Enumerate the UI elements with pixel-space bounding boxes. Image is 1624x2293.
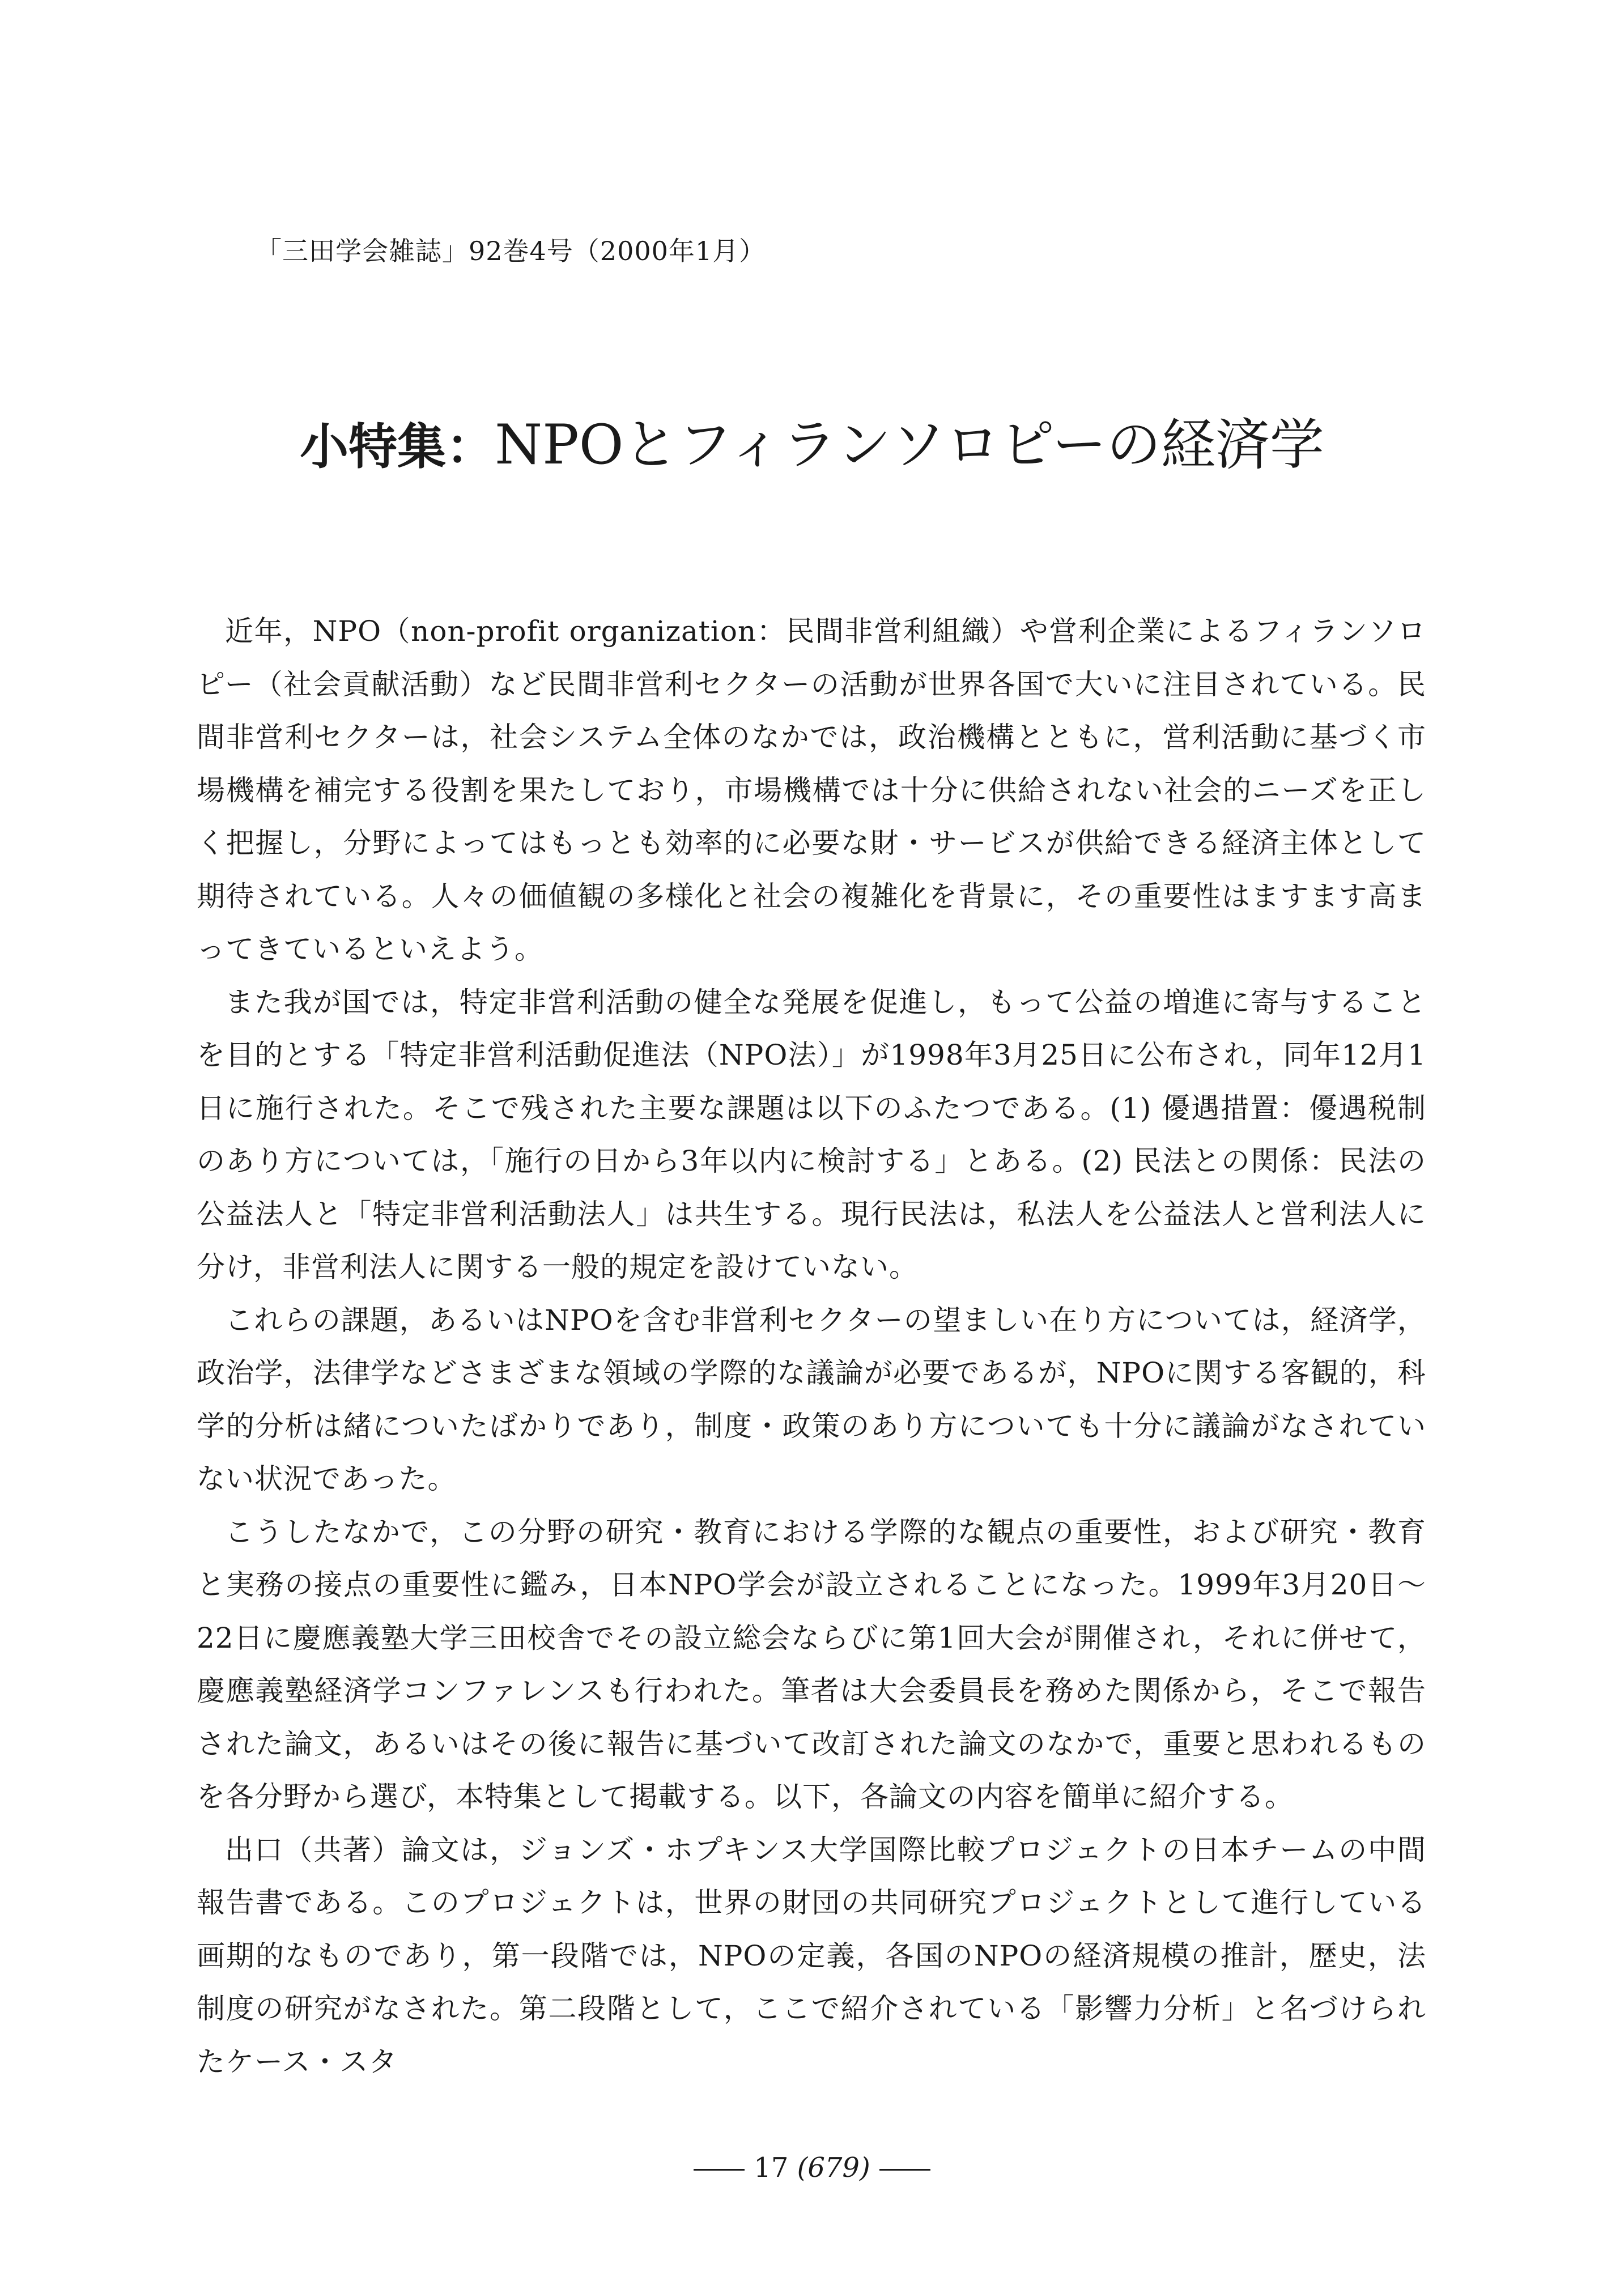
page-number: 17 [754, 2152, 789, 2184]
feature-title-main: NPOとフィランソロピーの経済学 [495, 413, 1324, 477]
footer-dash-right [879, 2169, 930, 2171]
paragraph-1: 近年，NPO（non-profit organization：民間非営利組織）や営利企業によるフィランソロピー（社会貢献活動）など民間非営利セクターの活動が世界各国で大いに注目されている。民間非営利セクターは，社会システム全体のなかでは，政治機構とともに，営利活動に基づく市場機構を補完する役割を果たしており，市場機構では十分に供給されない社会的ニーズを正しく把握し，分野によってはもっとも効率的に必要な財・サービスが供給できる経済主体として期待されている。人々の価値観の多様化と社会の複雑化を背景に，その重要性はますます高まってきているといえよう。 [197, 615, 1426, 965]
page-footer [0, 2151, 1624, 2185]
paragraph-2: また我が国では，特定非営利活動の健全な発展を促進し，もって公益の増進に寄与することを目的とする「特定非営利活動促進法（NPO法）」が1998年3月25日に公布され，同年12月1日に施行された。そこで残された主要な課題は以下のふたつである。(1) 優遇措置：優遇税制のあり方については，「施行の日から3年以内に検討する」とある。(2) 民法との関係：民法の公益法人と「特定非営利活動法人」は共生する。現行民法は，私法人を公益法人と営利法人に分け，非営利法人に関する一般的規定を設けていない。 [197, 985, 1426, 1283]
journal-citation-header: 「三田学会雑誌」92巻4号（2000年1月） [256, 236, 766, 266]
feature-title [0, 408, 1624, 484]
print-page-number: (679) [797, 2152, 870, 2184]
footer-dash-left [694, 2169, 745, 2171]
feature-title-prefix: 小特集： [300, 419, 495, 475]
article-body [197, 605, 1426, 2088]
paragraph-3: これらの課題，あるいはNPOを含む非営利セクターの望ましい在り方については，経済学，政治学，法律学などさまざまな領域の学際的な議論が必要であるが，NPOに関する客観的，科学的分析は緒についたばかりであり，制度・政策のあり方についても十分に議論がなされていない状況であった。 [197, 1303, 1426, 1495]
paragraph-5: 出口（共著）論文は，ジョンズ・ホプキンス大学国際比較プロジェクトの日本チームの中間報告書である。このプロジェクトは，世界の財団の共同研究プロジェクトとして進行している画期的なものであり，第一段階では，NPOの定義，各国のNPOの経済規模の推計，歴史，法制度の研究がなされた。第二段階として，ここで紹介されている「影響力分析」と名づけられたケース・スタ [197, 1833, 1426, 2078]
paragraph-4: こうしたなかで，この分野の研究・教育における学際的な観点の重要性，および研究・教育と実務の接点の重要性に鑑み，日本NPO学会が設立されることになった。1999年3月20日～22日に慶應義塾大学三田校舎でその設立総会ならびに第1回大会が開催され，それに併せて，慶應義塾経済学コンファレンスも行われた。筆者は大会委員長を務めた関係から，そこで報告された論文，あるいはその後に報告に基づいて改訂された論文のなかで，重要と思われるものを各分野から選び，本特集として掲載する。以下，各論文の内容を簡単に紹介する。 [197, 1515, 1426, 1813]
